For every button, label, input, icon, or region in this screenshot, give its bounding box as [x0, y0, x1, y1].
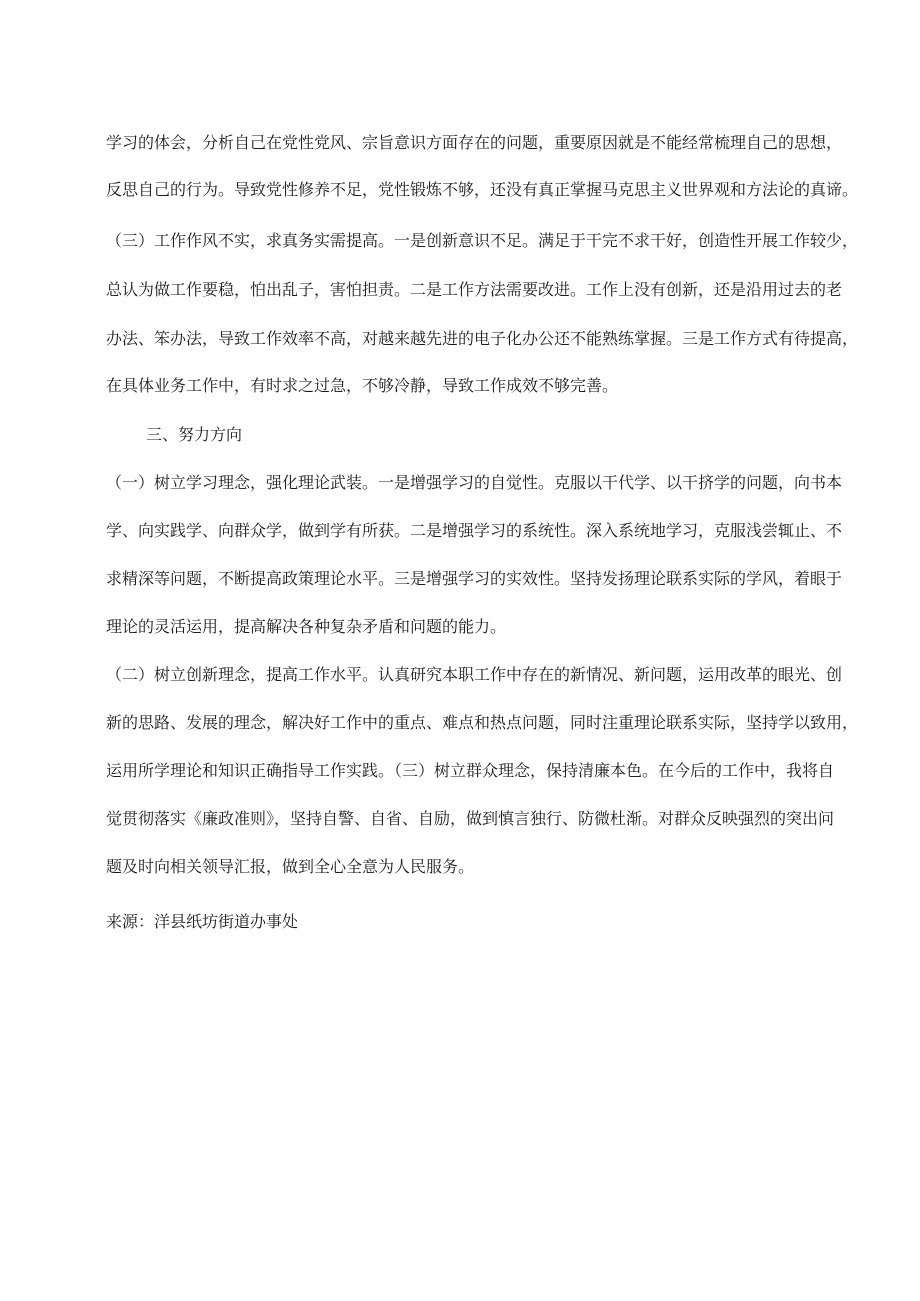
- body-text-line: 新的思路、发展的理念，解决好工作中的重点、难点和热点问题，同时注重理论联系实际，坚持学以致用，: [106, 713, 859, 732]
- body-text-line: 觉贯彻落实《廉政准则》，坚持自警、自省、自励，做到慎言独行、防微杜渐。对群众反映强烈的突出问: [106, 809, 835, 828]
- body-text-line: 办法、笨办法，导致工作效率不高，对越来越先进的电子化办公还不能熟练掌握。三是工作方式有待提高，: [106, 329, 859, 348]
- section-heading: 三、努力方向: [146, 425, 243, 444]
- body-text-line: 题及时向相关领导汇报，做到全心全意为人民服务。: [106, 857, 475, 876]
- body-text-line: 总认为做工作要稳，怕出乱子，害怕担责。二是工作方法需要改进。工作上没有创新，还是沿用过去的老: [106, 280, 843, 299]
- body-text-line: 运用所学理论和知识正确指导工作实践。（三）树立群众理念，保持清廉本色。在今后的工作中，我将自: [106, 761, 835, 780]
- body-text-line: 求精深等问题，不断提高政策理论水平。三是增强学习的实效性。坚持发扬理论联系实际的学风，着眼于: [106, 569, 843, 588]
- body-text-line: 在具体业务工作中，有时求之过急，不够冷静，导致工作成效不够完善。: [106, 376, 619, 395]
- body-text-line: 学习的体会，分析自己在党性党风、宗旨意识方面存在的问题，重要原因就是不能经常梳理自己的思想，: [106, 133, 843, 152]
- body-text-line: （一）树立学习理念，强化理论武装。一是增强学习的自觉性。克服以干代学、以干挤学的问题，向书本: [106, 473, 843, 492]
- source-line: 来源：洋县纸坊街道办事处: [106, 912, 299, 931]
- body-text-line: 反思自己的行为。导致党性修养不足，党性锻炼不够，还没有真正掌握马克思主义世界观和方法论的真谛。: [106, 180, 859, 199]
- body-text-line: 学、向实践学、向群众学，做到学有所获。二是增强学习的系统性。深入系统地学习，克服浅尝辄止、不: [106, 521, 843, 540]
- body-text-line: 理论的灵活运用，提高解决各种复杂矛盾和问题的能力。: [106, 617, 507, 636]
- body-text-line: （三）工作作风不实，求真务实需提高。一是创新意识不足。满足于干完不求干好，创造性开展工作较少，: [106, 231, 859, 250]
- body-text-line: （二）树立创新理念，提高工作水平。认真研究本职工作中存在的新情况、新问题，运用改革的眼光、创: [106, 665, 843, 684]
